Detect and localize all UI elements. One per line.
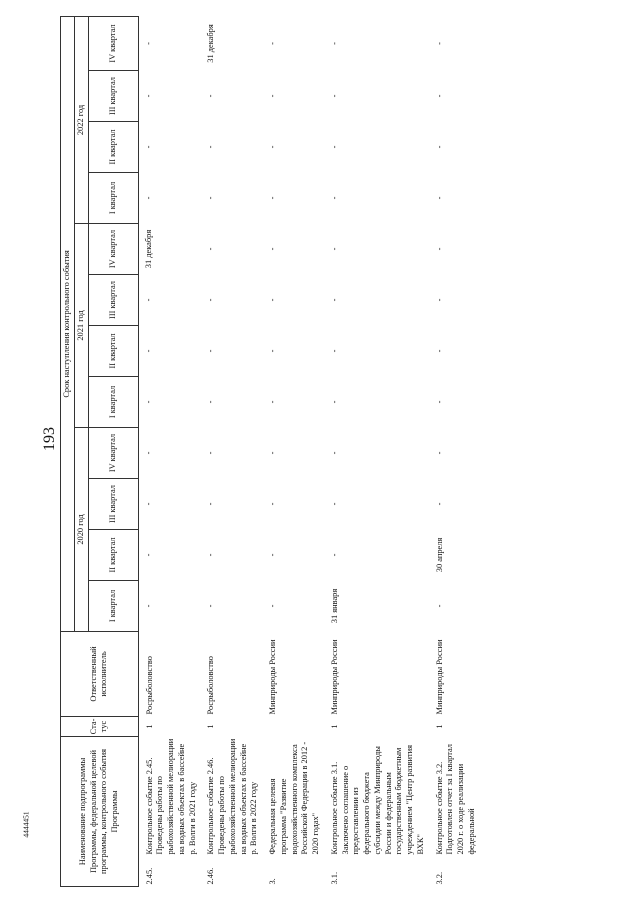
quarter-cell: - xyxy=(329,94,339,98)
quarter-cell: - xyxy=(206,451,216,455)
quarter-cell: - xyxy=(268,451,277,455)
quarter-cell: - xyxy=(268,604,277,608)
header-quarter: IV квартал xyxy=(88,16,138,70)
quarter-cell: - xyxy=(206,604,216,608)
quarter-cell: - xyxy=(434,247,444,251)
quarter-cell: - xyxy=(144,349,153,353)
quarter-cell: - xyxy=(144,196,153,200)
page-number: 193 xyxy=(41,427,58,451)
quarter-cell: - xyxy=(268,196,277,200)
quarter-cell: - xyxy=(329,451,339,455)
quarter-cell: - xyxy=(268,42,277,45)
header-quarter: II квартал xyxy=(88,121,138,172)
quarter-cell: - xyxy=(329,349,339,353)
quarter-cell: 31 декабря xyxy=(206,24,216,63)
quarter-cell: - xyxy=(434,451,444,455)
row-name: Федеральная целевая программа "Развитие водохозяйственного комплекса Российской Федерации в 2012 - 2020 годах" xyxy=(268,741,320,855)
row-executor: Минприроды России xyxy=(434,639,444,715)
row-executor: Росрыболовство xyxy=(206,656,216,715)
quarter-cell: 31 декабря xyxy=(144,229,153,269)
quarter-cell: - xyxy=(329,196,339,200)
quarter-cell: - xyxy=(329,145,339,149)
quarter-cell: - xyxy=(268,502,277,506)
row-status: 1 xyxy=(144,724,154,729)
quarter-cell: 30 апреля xyxy=(434,537,444,573)
quarter-cell: - xyxy=(144,298,153,302)
row-number: 3.2. xyxy=(434,871,444,885)
quarter-cell: - xyxy=(329,298,339,302)
quarter-cell: - xyxy=(434,298,444,302)
quarter-cell: - xyxy=(144,604,153,608)
quarter-cell: - xyxy=(434,42,444,45)
quarter-cell: - xyxy=(434,400,444,404)
quarter-cell: - xyxy=(329,42,339,45)
quarter-cell: - xyxy=(434,604,444,608)
row-status xyxy=(264,716,326,736)
header-year-2022: 2022 год xyxy=(74,16,88,223)
row-number: 2.46. xyxy=(206,867,216,885)
quarter-cell: - xyxy=(268,400,277,404)
row-number: 3. xyxy=(268,878,277,885)
table-row xyxy=(264,16,326,886)
quarter-cell: - xyxy=(268,247,277,251)
document-id: 4444451 xyxy=(21,811,31,838)
quarter-cell: - xyxy=(329,502,339,506)
header-quarter: IV квартал xyxy=(88,223,138,274)
quarter-cell: - xyxy=(268,349,277,353)
header-quarter: III квартал xyxy=(88,70,138,121)
header-quarter: III квартал xyxy=(88,274,138,325)
quarter-cell: - xyxy=(206,94,216,98)
quarter-cell: - xyxy=(144,502,153,506)
header-status: Ста-тус xyxy=(61,716,139,736)
row-status: 1 xyxy=(206,724,216,729)
quarter-cell: - xyxy=(206,400,216,404)
table-body xyxy=(138,16,482,886)
quarter-cell: - xyxy=(206,502,216,506)
quarter-cell: - xyxy=(329,247,339,251)
header-year-2021: 2021 год xyxy=(74,223,88,427)
quarter-cell: - xyxy=(206,145,216,149)
quarter-cell: - xyxy=(144,145,153,149)
quarter-cell: - xyxy=(206,553,216,557)
quarter-cell: - xyxy=(268,553,277,557)
header-quarter: I квартал xyxy=(88,580,138,631)
table-row xyxy=(138,16,202,886)
quarter-cell: - xyxy=(434,145,444,149)
row-status: 1 xyxy=(434,724,444,729)
table-header xyxy=(61,16,139,886)
row-name: Контрольное событие 2.46. Проведены работы по рыбохозяйственной мелиорации на водных объектах в бассейне р. Волги в 2022 году xyxy=(206,738,259,855)
header-name: Наименование подпрограммы Программы, федеральной целевой программы, контрольного события Программы xyxy=(61,736,139,886)
row-executor: Минприроды России xyxy=(268,639,277,715)
header-quarter: IV квартал xyxy=(88,427,138,478)
quarter-cell: - xyxy=(434,196,444,200)
row-name: Контрольное событие 2.45. Проведены работы по рыбохозяйственной мелиорации на водных объектах в бассейне р. Волги в 2021 году xyxy=(144,738,197,855)
quarter-cell: - xyxy=(206,298,216,302)
quarter-cell: - xyxy=(434,94,444,98)
rotated-page-content xyxy=(60,17,595,887)
quarter-cell: - xyxy=(144,42,153,45)
row-number: 2.45. xyxy=(144,867,154,885)
header-deadline: Срок наступления контрольного события xyxy=(61,16,75,631)
quarter-cell: - xyxy=(144,553,153,557)
header-quarter: II квартал xyxy=(88,529,138,580)
quarter-cell: - xyxy=(434,502,444,506)
header-quarter: II квартал xyxy=(88,325,138,376)
quarter-cell: - xyxy=(144,451,153,455)
row-executor: Росрыболовство xyxy=(144,656,154,715)
header-quarter: I квартал xyxy=(88,172,138,223)
row-executor: Минприроды России xyxy=(329,639,339,715)
table-row xyxy=(202,16,264,886)
quarter-cell: - xyxy=(434,349,444,353)
quarter-cell: - xyxy=(268,94,277,98)
quarter-cell: - xyxy=(206,349,216,353)
header-year-2020: 2020 год xyxy=(74,427,88,631)
table-row xyxy=(431,16,482,886)
quarter-cell: - xyxy=(268,298,277,302)
header-executor: Ответственный исполнитель xyxy=(61,631,139,716)
quarter-cell: - xyxy=(206,247,216,251)
quarter-cell: - xyxy=(329,400,339,404)
quarter-cell: - xyxy=(144,94,153,98)
quarter-cell: - xyxy=(144,400,153,404)
quarter-cell: - xyxy=(329,553,339,557)
schedule-table xyxy=(60,16,482,887)
quarter-cell: - xyxy=(268,145,277,149)
quarter-cell: 31 января xyxy=(329,588,339,624)
table-row xyxy=(326,16,431,886)
header-quarter: III квартал xyxy=(88,478,138,529)
row-status: 1 xyxy=(329,724,339,729)
row-name: Контрольное событие 3.1. Заключено соглашение о предоставлении из федерального бюджета субсидии между Минприроды России и федеральным государственным бюджетным учреждением "Центр развития ВХК" xyxy=(329,745,425,855)
header-quarter: I квартал xyxy=(88,376,138,427)
row-number: 3.1. xyxy=(329,871,339,885)
quarter-cell: - xyxy=(206,196,216,200)
row-name: Контрольное событие 3.2. Подготовлен отчет за I квартал 2020 г. о ходе реализации федеральной xyxy=(434,744,476,855)
